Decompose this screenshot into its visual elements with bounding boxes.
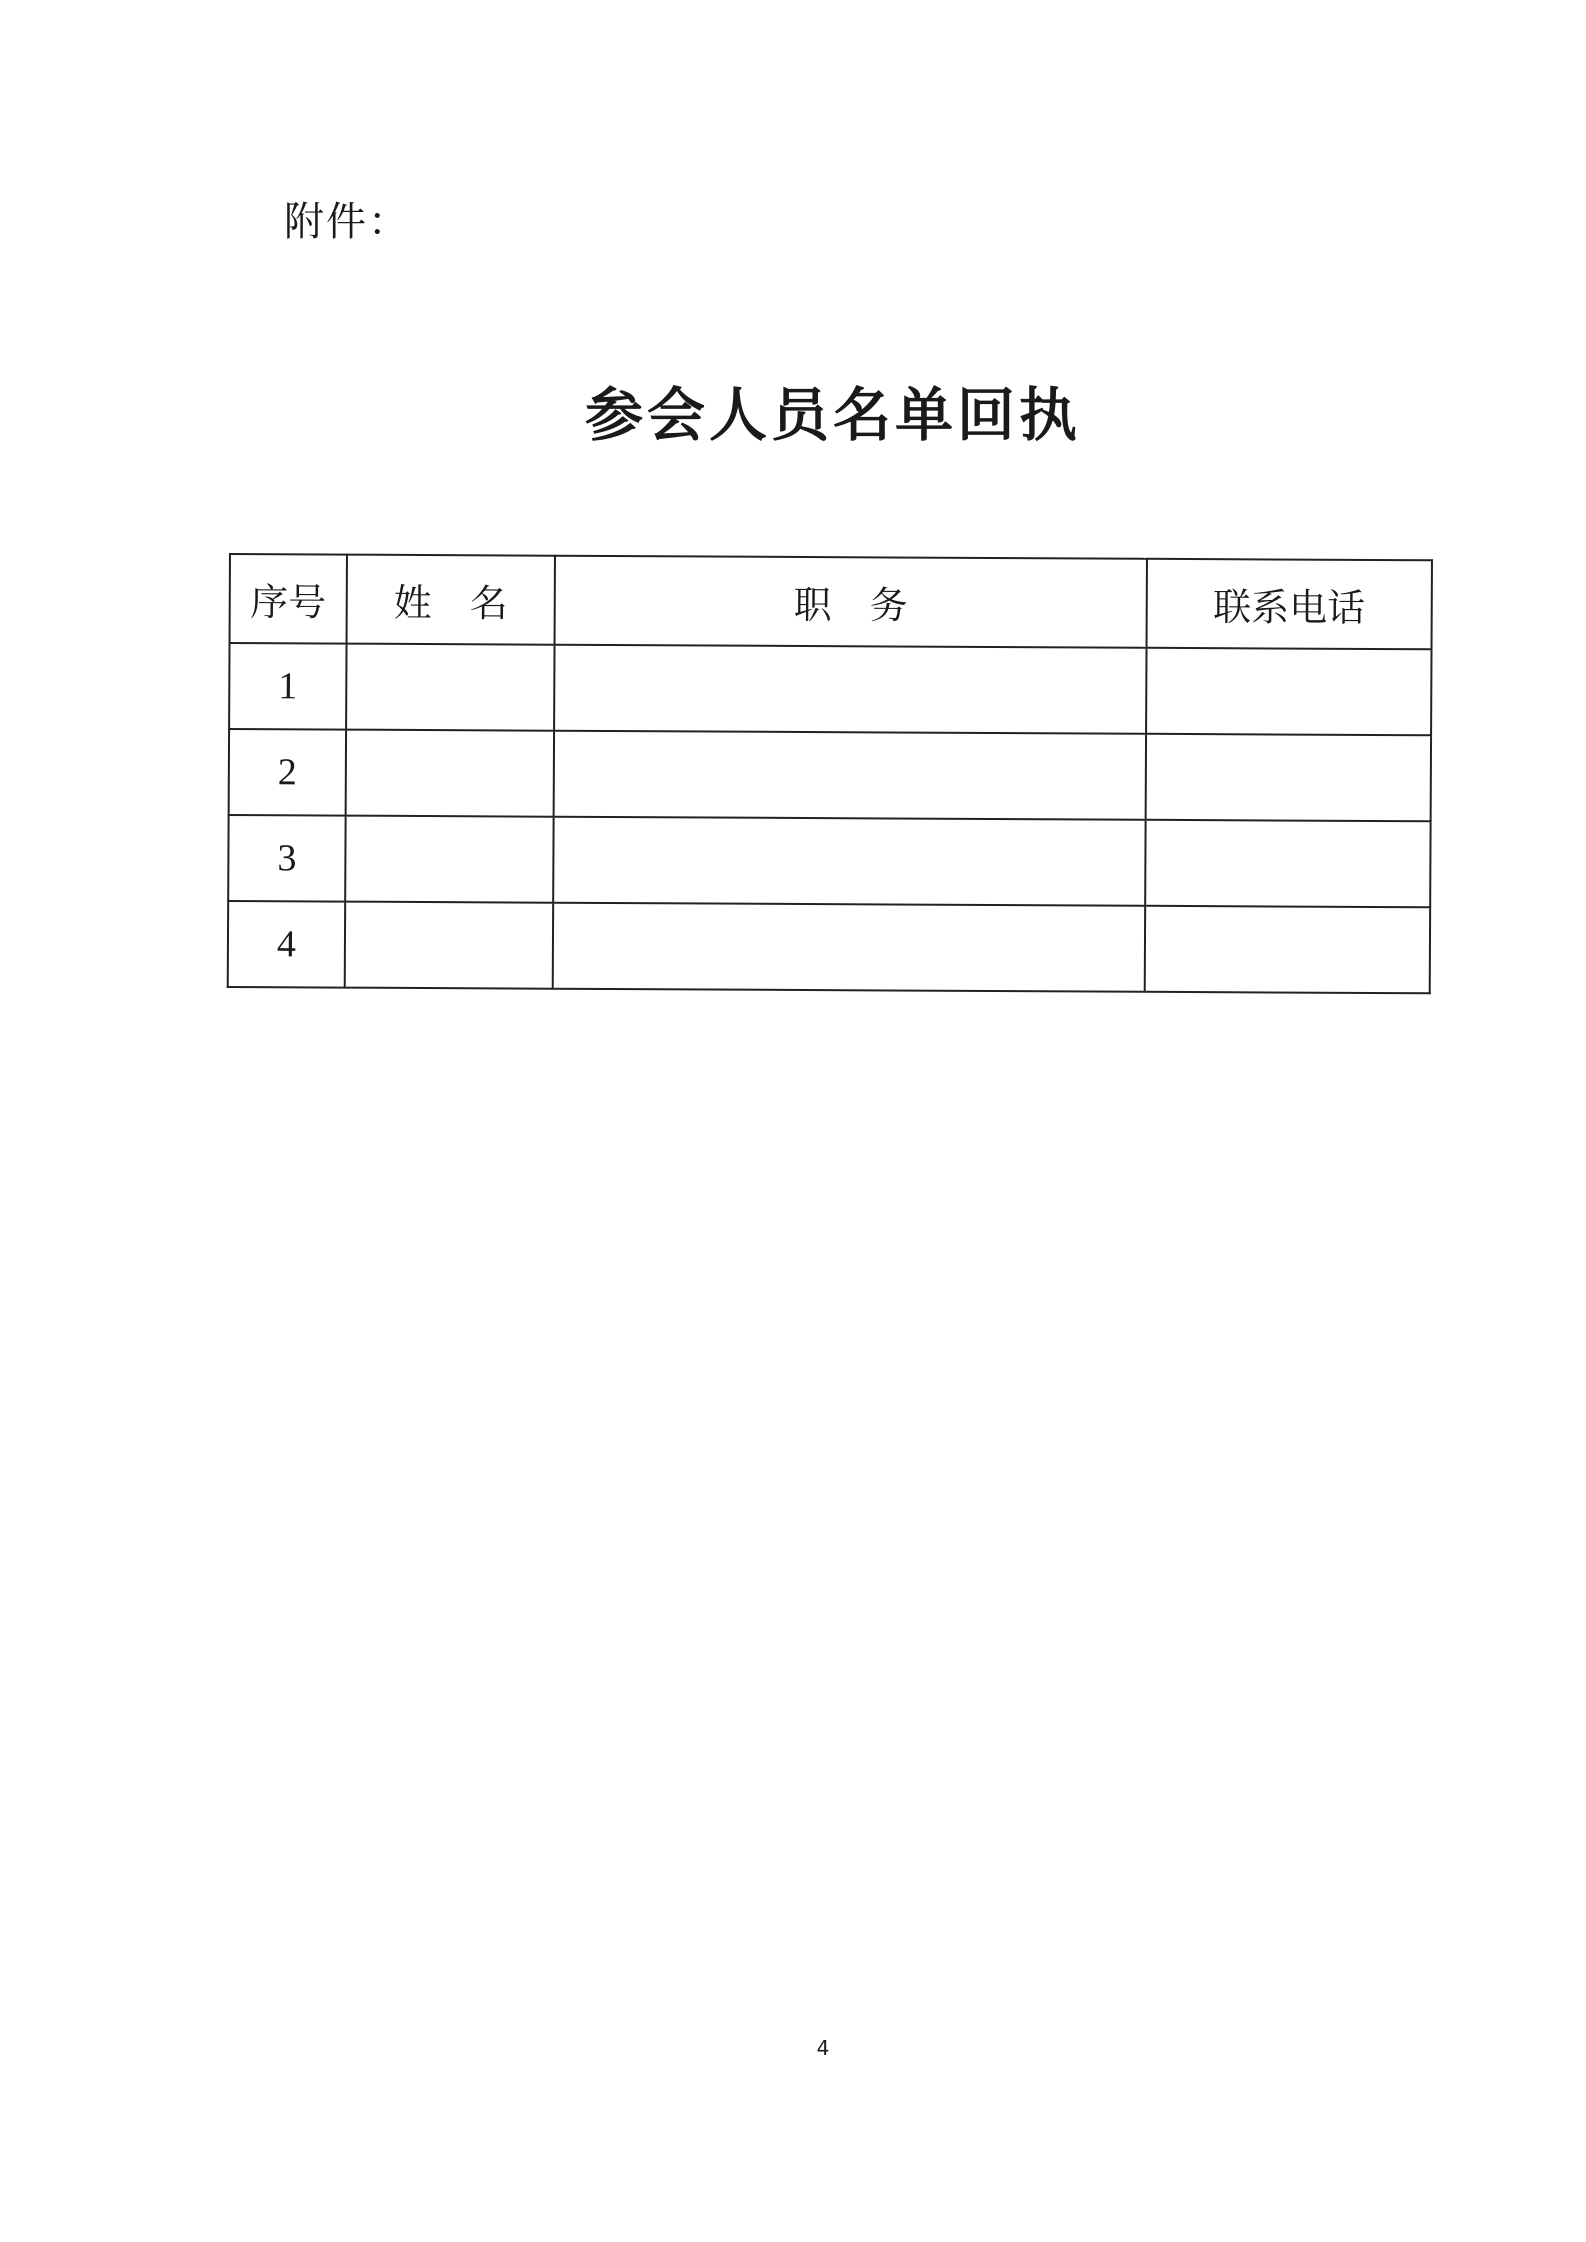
table-row bbox=[229, 643, 1431, 735]
table-header-row bbox=[230, 554, 1432, 649]
cell-seq: 2 bbox=[229, 729, 346, 816]
header-name: 姓 名 bbox=[347, 555, 555, 645]
cell-name[interactable] bbox=[345, 816, 553, 903]
document-title: 参会人员名单回执 bbox=[584, 381, 1081, 449]
cell-name[interactable] bbox=[346, 730, 554, 817]
cell-phone[interactable] bbox=[1145, 820, 1430, 907]
cell-seq: 1 bbox=[229, 643, 346, 730]
table-row bbox=[228, 815, 1430, 907]
page-number: 4 bbox=[816, 2036, 830, 2060]
cell-name[interactable] bbox=[346, 644, 554, 731]
attendee-roster-table bbox=[227, 553, 1433, 994]
cell-title[interactable] bbox=[554, 645, 1146, 734]
cell-title[interactable] bbox=[554, 731, 1146, 820]
cell-seq: 3 bbox=[228, 815, 345, 902]
cell-name[interactable] bbox=[345, 902, 553, 989]
cell-phone[interactable] bbox=[1146, 648, 1431, 735]
attachment-label: 附件： bbox=[284, 199, 410, 245]
cell-seq: 4 bbox=[228, 901, 345, 988]
table-row bbox=[229, 729, 1431, 821]
cell-phone[interactable] bbox=[1146, 734, 1431, 821]
header-seq: 序号 bbox=[230, 554, 347, 644]
header-title: 职 务 bbox=[555, 556, 1147, 648]
header-phone: 联系电话 bbox=[1147, 559, 1432, 649]
cell-phone[interactable] bbox=[1145, 906, 1430, 993]
table-row bbox=[228, 901, 1430, 993]
cell-title[interactable] bbox=[553, 903, 1145, 992]
cell-title[interactable] bbox=[553, 817, 1145, 906]
